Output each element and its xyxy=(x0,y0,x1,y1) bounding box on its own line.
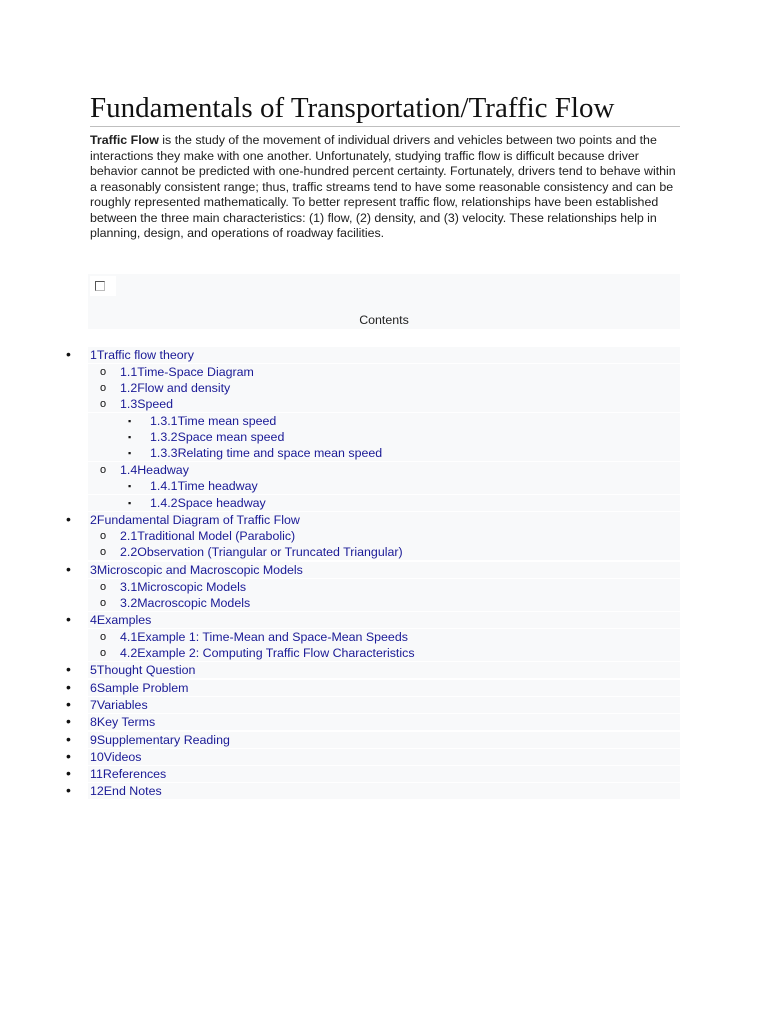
intro-text: is the study of the movement of individual drivers and vehicles between two points and the interactions they make with one another. Unfortunately, studying traffic flow is difficult because driver behavior cannot be predicted with one-hundred percent certainty. Fortunately, drivers tend to behave within a reasonably consistent range; thus, traffic streams tend to have some reasonable consistency and can be roughly represented mathematically. To better represent traffic flow, relationships have been established between the three main characteristics: (1) flow, (2) density, and (3) velocity. These relationships help in planning, design, and operations of roadway facilities. xyxy=(90,133,676,240)
list-bullet-icon: ▪ xyxy=(128,448,132,458)
toc-row xyxy=(88,612,680,628)
list-bullet-icon: o xyxy=(100,631,107,643)
toc-link[interactable] xyxy=(90,562,303,578)
toc-label: Supplementary Reading xyxy=(96,733,230,747)
toc-row xyxy=(88,396,680,412)
toc-link[interactable] xyxy=(150,413,276,429)
toc-label: Observation (Triangular or Truncated Triangular) xyxy=(137,545,403,559)
toc-number: 9 xyxy=(90,733,97,747)
toc-link[interactable] xyxy=(90,662,195,678)
toc-number: 1.3.1 xyxy=(150,414,178,428)
toc-label: Microscopic and Macroscopic Models xyxy=(96,563,303,577)
toc-number: 4.1 xyxy=(120,630,138,644)
toc-link[interactable] xyxy=(150,495,266,511)
list-bullet-icon: o xyxy=(100,382,107,394)
toc-number: 3 xyxy=(90,563,97,577)
toc-link[interactable] xyxy=(120,528,295,544)
list-bullet-icon: ▪ xyxy=(128,432,132,442)
list-bullet-icon: ▪ xyxy=(128,481,132,491)
toc-label: Fundamental Diagram of Traffic Flow xyxy=(96,513,300,527)
toc-label: Sample Problem xyxy=(96,681,189,695)
toc-link[interactable] xyxy=(120,396,173,412)
toc-label: Speed xyxy=(137,397,174,411)
toc-link[interactable] xyxy=(90,783,162,799)
list-bullet-icon: o xyxy=(100,464,107,476)
toc-link[interactable] xyxy=(90,612,151,628)
list-bullet-icon: • xyxy=(66,346,71,362)
toc-number: 1.2 xyxy=(120,381,138,395)
toc-link[interactable] xyxy=(90,714,155,730)
toc-label: Thought Question xyxy=(96,663,196,677)
toc-link[interactable] xyxy=(150,445,382,461)
toc-link[interactable] xyxy=(120,645,415,661)
list-bullet-icon: o xyxy=(100,597,107,609)
toc-title: Contents xyxy=(359,313,409,327)
toc-number: 11 xyxy=(90,767,103,781)
list-bullet-icon: • xyxy=(66,511,71,527)
toc-toggle[interactable] xyxy=(90,276,116,296)
toc-label: Videos xyxy=(103,750,142,764)
toc-link[interactable] xyxy=(120,364,254,380)
list-bullet-icon: • xyxy=(66,713,71,729)
toc-link[interactable] xyxy=(90,732,230,748)
toc-number: 12 xyxy=(90,784,104,798)
toc-row xyxy=(88,749,680,765)
toc-label: Time-Space Diagram xyxy=(137,365,254,379)
toc-label: References xyxy=(102,767,167,781)
toc-link[interactable] xyxy=(150,478,258,494)
list-bullet-icon: o xyxy=(100,366,107,378)
toc-number: 4 xyxy=(90,613,97,627)
toc-label: Examples xyxy=(96,613,152,627)
list-bullet-icon: • xyxy=(66,731,71,747)
toc-link[interactable] xyxy=(150,429,284,445)
toc-label: Time headway xyxy=(177,479,258,493)
toc-number: 6 xyxy=(90,681,97,695)
list-bullet-icon: o xyxy=(100,581,107,593)
toc-number: 1.4.1 xyxy=(150,479,178,493)
toc-number: 1 xyxy=(90,348,97,362)
list-bullet-icon: • xyxy=(66,661,71,677)
intro-paragraph xyxy=(90,133,682,242)
toc-link[interactable] xyxy=(120,595,250,611)
checkbox-icon[interactable] xyxy=(95,281,105,291)
toc-label: Example 1: Time-Mean and Space-Mean Speeds xyxy=(137,630,408,644)
list-bullet-icon: • xyxy=(66,765,71,781)
toc-header xyxy=(88,274,680,329)
toc-number: 4.2 xyxy=(120,646,138,660)
toc-number: 1.4.2 xyxy=(150,496,178,510)
toc-number: 2.1 xyxy=(120,529,138,543)
toc-number: 8 xyxy=(90,715,97,729)
toc-link[interactable] xyxy=(90,347,194,363)
toc-number: 1.1 xyxy=(120,365,138,379)
toc-label: Key Terms xyxy=(96,715,156,729)
toc-label: Space headway xyxy=(177,496,266,510)
toc-number: 3.2 xyxy=(120,596,138,610)
toc-number: 10 xyxy=(90,750,104,764)
toc-row xyxy=(88,766,680,782)
toc-number: 2 xyxy=(90,513,97,527)
toc-label: Macroscopic Models xyxy=(137,596,251,610)
toc-link[interactable] xyxy=(90,697,148,713)
toc-row xyxy=(88,714,680,730)
toc-label: Flow and density xyxy=(137,381,231,395)
toc-label: Microscopic Models xyxy=(137,580,247,594)
toc-number: 1.3 xyxy=(120,397,138,411)
list-bullet-icon: ▪ xyxy=(128,498,132,508)
list-bullet-icon: • xyxy=(66,679,71,695)
list-bullet-icon: ▪ xyxy=(128,416,132,426)
toc-number: 1.3.3 xyxy=(150,446,178,460)
toc-label: Example 2: Computing Traffic Flow Characteristics xyxy=(137,646,415,660)
toc-label: Traditional Model (Parabolic) xyxy=(137,529,296,543)
list-bullet-icon: o xyxy=(100,546,107,558)
toc-link[interactable] xyxy=(90,680,189,696)
toc-link[interactable] xyxy=(120,544,403,560)
toc-label: Traffic flow theory xyxy=(96,348,194,362)
intro-bold-term: Traffic Flow xyxy=(90,133,159,147)
toc-link[interactable] xyxy=(90,749,141,765)
toc-number: 7 xyxy=(90,698,97,712)
list-bullet-icon: o xyxy=(100,530,107,542)
list-bullet-icon: • xyxy=(66,696,71,712)
toc-link[interactable] xyxy=(90,766,166,782)
toc-number: 1.4 xyxy=(120,463,138,477)
toc-row xyxy=(88,783,680,799)
toc-link[interactable] xyxy=(90,512,300,528)
toc-number: 3.1 xyxy=(120,580,138,594)
list-bullet-icon: o xyxy=(100,398,107,410)
list-bullet-icon: • xyxy=(66,611,71,627)
page-title: Fundamentals of Transportation/Traffic Flow xyxy=(90,90,680,127)
toc-link[interactable] xyxy=(120,579,246,595)
toc-number: 1.3.2 xyxy=(150,430,178,444)
toc-label: Variables xyxy=(96,698,148,712)
list-bullet-icon: • xyxy=(66,782,71,798)
toc-link[interactable] xyxy=(120,380,230,396)
toc-label: Headway xyxy=(137,463,189,477)
toc-label: Relating time and space mean speed xyxy=(177,446,383,460)
list-bullet-icon: • xyxy=(66,561,71,577)
toc-number: 2.2 xyxy=(120,545,138,559)
list-bullet-icon: o xyxy=(100,647,107,659)
list-bullet-icon: • xyxy=(66,748,71,764)
toc-link[interactable] xyxy=(120,462,189,478)
toc-label: End Notes xyxy=(103,784,162,798)
toc-label: Space mean speed xyxy=(177,430,285,444)
toc-row xyxy=(88,697,680,713)
toc-number: 5 xyxy=(90,663,97,677)
toc-label: Time mean speed xyxy=(177,414,277,428)
toc-link[interactable] xyxy=(120,629,408,645)
